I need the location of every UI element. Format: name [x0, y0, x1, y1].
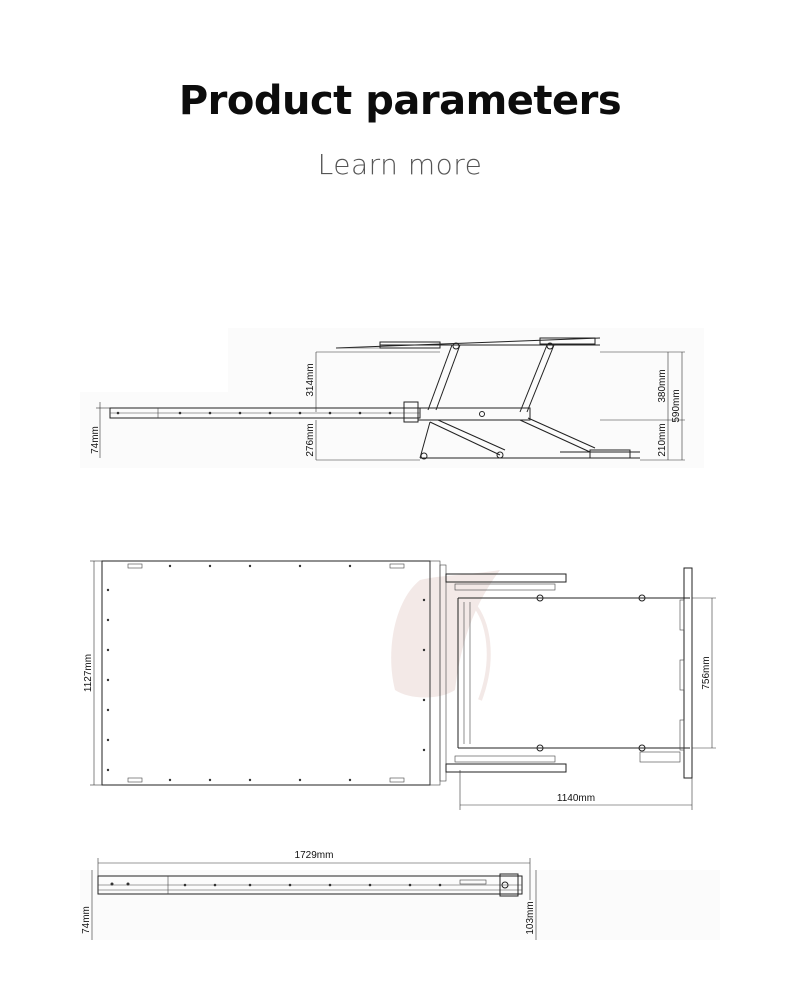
page-title: Product parameters	[178, 78, 622, 124]
dim-314mm: 314mm	[305, 363, 316, 397]
bottom-view-drawing	[80, 858, 720, 940]
dim-380mm: 380mm	[657, 369, 668, 403]
dim-1140mm: 1140mm	[556, 793, 596, 804]
top-rail-lower	[446, 764, 566, 772]
dim-210mm: 210mm	[657, 423, 668, 457]
dim-276mm: 276mm	[305, 423, 316, 457]
side-view-panel-bg	[228, 328, 704, 468]
dim-1729mm: 1729mm	[294, 850, 334, 861]
dim-590mm: 590mm	[671, 389, 682, 423]
tray-plate	[102, 561, 430, 785]
dim-1127mm: 1127mm	[83, 653, 94, 693]
dim-103mm: 103mm	[525, 901, 536, 935]
dim-756mm: 756mm	[701, 656, 712, 690]
dim-74mm-bottom: 74mm	[81, 906, 92, 934]
top-view-drawing	[90, 561, 716, 810]
watermark-logo	[391, 570, 500, 700]
learn-more-link[interactable]: Learn more	[317, 148, 483, 181]
dim-74mm-side: 74mm	[90, 426, 101, 454]
side-view-panel-bg-left	[80, 392, 240, 468]
wall-plate	[684, 568, 692, 778]
